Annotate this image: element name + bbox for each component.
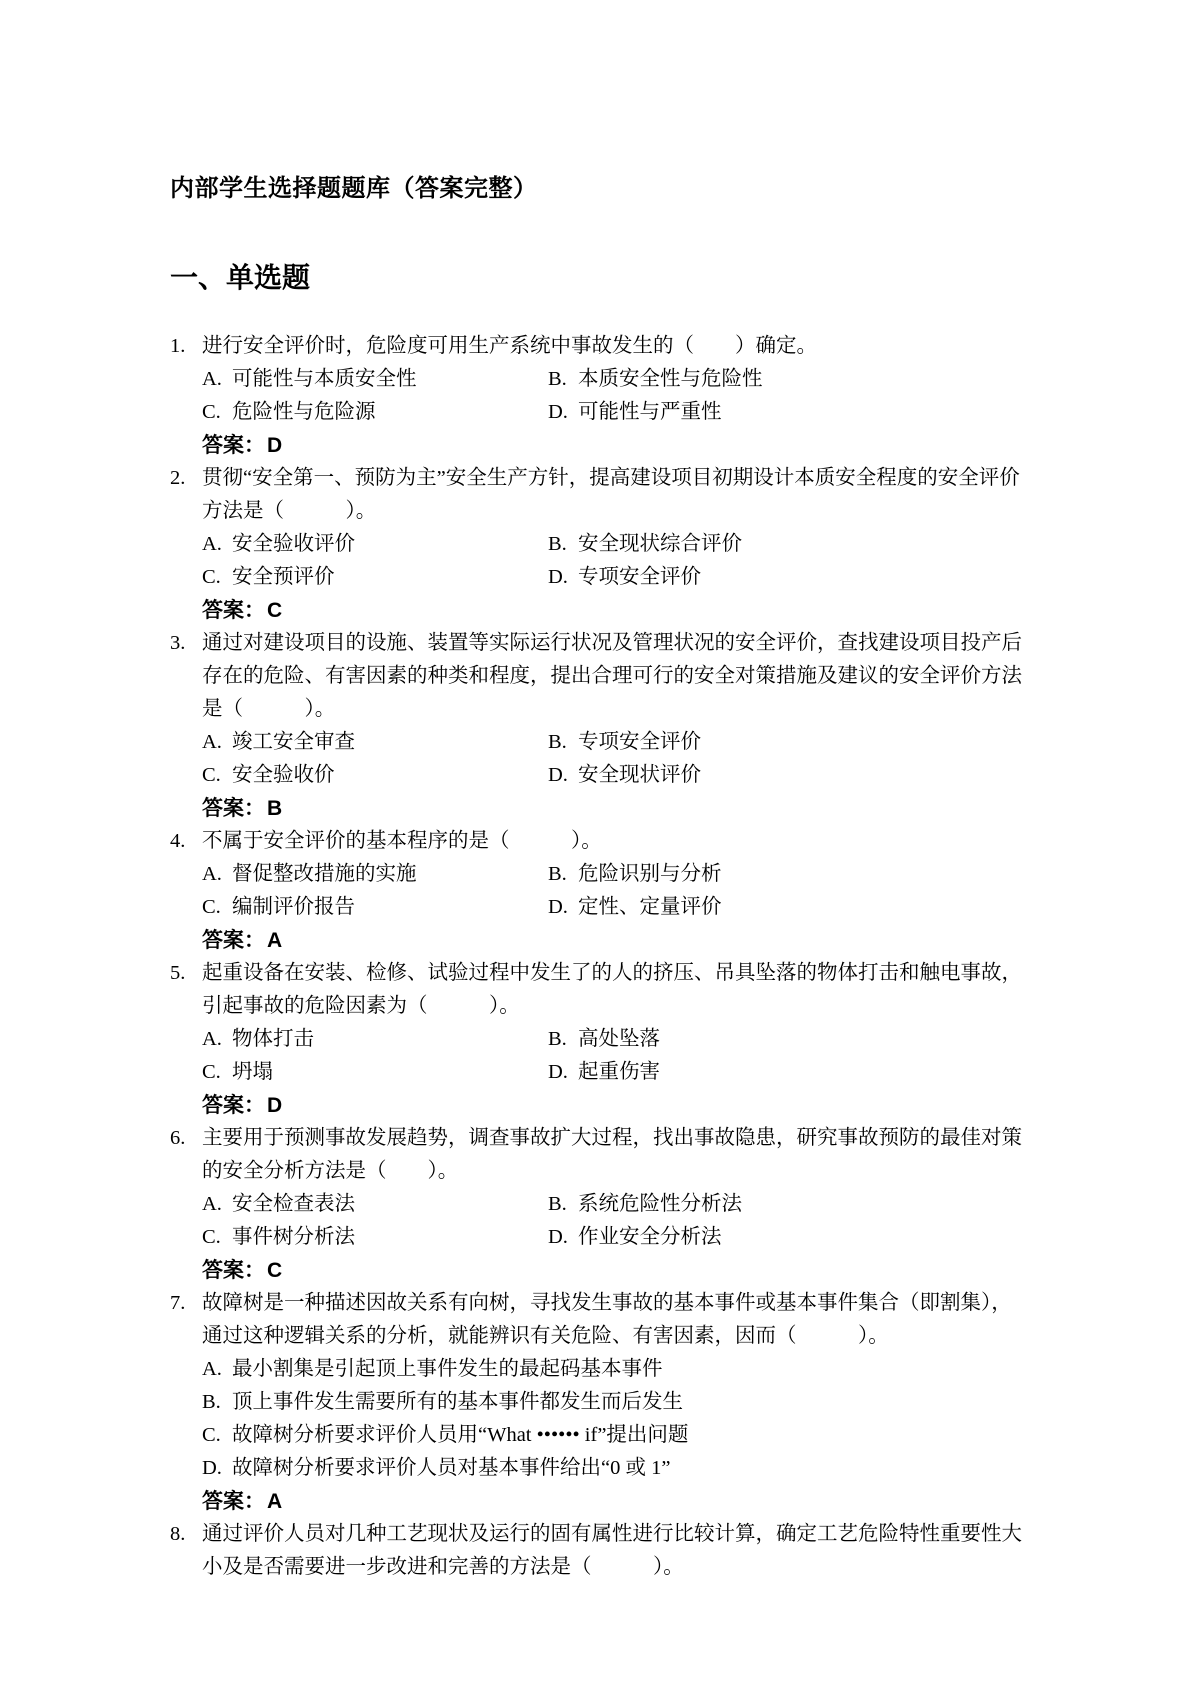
answer-label: 答案： — [202, 1490, 265, 1513]
answer-value: A — [267, 929, 283, 952]
option — [202, 561, 548, 594]
option — [202, 1452, 1022, 1485]
option-label: C. — [202, 1061, 221, 1083]
question-number: 6. — [170, 1127, 186, 1149]
option-text: 故障树分析要求评价人员对基本事件给出“0 或 1” — [232, 1457, 671, 1479]
option-label: D. — [548, 896, 568, 918]
option-text: 定性、定量评价 — [578, 896, 722, 918]
option-label: C. — [202, 896, 221, 918]
question-block — [170, 462, 1022, 627]
option-list — [202, 726, 1022, 792]
question-block — [170, 1287, 1022, 1518]
option-label: C. — [202, 1424, 221, 1446]
answer-row — [202, 594, 1022, 627]
question-stem-row — [170, 957, 1022, 1023]
option-label: A. — [202, 368, 222, 390]
option-text: 安全预评价 — [232, 566, 335, 588]
question-stem-row — [170, 1518, 1022, 1584]
option — [202, 1353, 1022, 1386]
option-label: B. — [548, 1028, 567, 1050]
option-text: 物体打击 — [232, 1028, 314, 1050]
option — [548, 1023, 1022, 1056]
option — [202, 528, 548, 561]
question-block — [170, 627, 1022, 825]
answer-value: C — [267, 599, 283, 622]
option-label: B. — [548, 1193, 567, 1215]
option-label: B. — [548, 731, 567, 753]
option-list — [202, 1188, 1022, 1254]
option — [548, 561, 1022, 594]
option — [202, 759, 548, 792]
option-text: 最小割集是引起顶上事件发生的最起码基本事件 — [232, 1358, 663, 1380]
option-label: D. — [548, 1226, 568, 1248]
answer-label: 答案： — [202, 797, 265, 820]
question-stem: 通过评价人员对几种工艺现状及运行的固有属性进行比较计算，确定工艺危险特性重要性大小及是否需要进一步改进和完善的方法是（ ）。 — [202, 1523, 1022, 1578]
option-text: 危险识别与分析 — [578, 863, 722, 885]
option-text: 竣工安全审查 — [232, 731, 355, 753]
answer-row — [202, 429, 1022, 462]
option-label: A. — [202, 1028, 222, 1050]
option-label: C. — [202, 566, 221, 588]
option-label: D. — [202, 1457, 222, 1479]
question-number: 5. — [170, 962, 186, 984]
option-list — [202, 363, 1022, 429]
option — [548, 891, 1022, 924]
option — [548, 1056, 1022, 1089]
question-number: 4. — [170, 830, 186, 852]
option-list — [202, 1023, 1022, 1089]
option-text: 可能性与本质安全性 — [232, 368, 417, 390]
option — [548, 1188, 1022, 1221]
option-label: A. — [202, 533, 222, 555]
option — [202, 363, 548, 396]
option-label: A. — [202, 1193, 222, 1215]
option-label: C. — [202, 764, 221, 786]
option — [202, 858, 548, 891]
answer-label: 答案： — [202, 929, 265, 952]
option — [548, 759, 1022, 792]
answer-value: D — [267, 434, 283, 457]
question-stem-row — [170, 627, 1022, 726]
option — [202, 1386, 1022, 1419]
question-stem: 贯彻“安全第一、预防为主”安全生产方针，提高建设项目初期设计本质安全程度的安全评价方法是（ ）。 — [202, 467, 1020, 522]
option-label: D. — [548, 1061, 568, 1083]
option — [548, 396, 1022, 429]
option-text: 专项安全评价 — [578, 731, 701, 753]
option-list — [202, 858, 1022, 924]
question-number: 3. — [170, 632, 186, 654]
option — [202, 1221, 548, 1254]
question-stem-row — [170, 330, 1022, 363]
option-text: 坍塌 — [232, 1061, 273, 1083]
option-text: 顶上事件发生需要所有的基本事件都发生而后发生 — [232, 1391, 683, 1413]
question-block — [170, 957, 1022, 1122]
option-label: B. — [548, 533, 567, 555]
option-label: D. — [548, 566, 568, 588]
question-block — [170, 1122, 1022, 1287]
option-label: D. — [548, 401, 568, 423]
question-stem-row — [170, 462, 1022, 528]
option — [548, 363, 1022, 396]
answer-row — [202, 1254, 1022, 1287]
option-text: 故障树分析要求评价人员用“What •••••• if”提出问题 — [232, 1424, 689, 1446]
option — [202, 891, 548, 924]
option-label: A. — [202, 1358, 222, 1380]
option — [202, 726, 548, 759]
option-text: 安全验收价 — [232, 764, 335, 786]
question-stem: 不属于安全评价的基本程序的是（ ）。 — [202, 830, 602, 852]
option — [202, 1056, 548, 1089]
answer-label: 答案： — [202, 599, 265, 622]
option-label: C. — [202, 401, 221, 423]
answer-row — [202, 792, 1022, 825]
option-text: 专项安全评价 — [578, 566, 701, 588]
question-block — [170, 330, 1022, 462]
option-label: C. — [202, 1226, 221, 1248]
option-label: D. — [548, 764, 568, 786]
option-text: 高处坠落 — [578, 1028, 660, 1050]
answer-value: D — [267, 1094, 283, 1117]
answer-value: A — [267, 1490, 283, 1513]
question-block — [170, 1518, 1022, 1584]
answer-value: B — [267, 797, 283, 820]
option — [202, 396, 548, 429]
answer-label: 答案： — [202, 1259, 265, 1282]
option-text: 系统危险性分析法 — [578, 1193, 742, 1215]
option — [548, 726, 1022, 759]
option-text: 安全验收评价 — [232, 533, 355, 555]
option-label: B. — [548, 368, 567, 390]
option-text: 编制评价报告 — [232, 896, 355, 918]
section-heading: 一、单选题 — [170, 262, 311, 293]
option — [548, 858, 1022, 891]
option — [202, 1419, 1022, 1452]
question-number: 7. — [170, 1292, 186, 1314]
option — [548, 528, 1022, 561]
answer-row — [202, 1089, 1022, 1122]
question-number: 1. — [170, 335, 186, 357]
answer-row — [202, 1485, 1022, 1518]
option-text: 事件树分析法 — [232, 1226, 355, 1248]
option-label: A. — [202, 863, 222, 885]
option-label: A. — [202, 731, 222, 753]
option-text: 作业安全分析法 — [578, 1226, 722, 1248]
question-number: 2. — [170, 467, 186, 489]
answer-row — [202, 924, 1022, 957]
question-stem: 主要用于预测事故发展趋势，调查事故扩大过程，找出事故隐患，研究事故预防的最佳对策的安全分析方法是（ ）。 — [202, 1127, 1022, 1182]
option-text: 可能性与严重性 — [578, 401, 722, 423]
option-text: 安全现状综合评价 — [578, 533, 742, 555]
question-stem: 故障树是一种描述因故关系有向树，寻找发生事故的基本事件或基本事件集合（即割集），通过这种逻辑关系的分析，就能辨识有关危险、有害因素，因而（ ）。 — [202, 1292, 1012, 1347]
option — [202, 1188, 548, 1221]
option-text: 本质安全性与危险性 — [578, 368, 763, 390]
option-text: 起重伤害 — [578, 1061, 660, 1083]
option-label: B. — [548, 863, 567, 885]
question-stem: 起重设备在安装、检修、试验过程中发生了的人的挤压、吊具坠落的物体打击和触电事故，引起事故的危险因素为（ ）。 — [202, 962, 1022, 1017]
question-list — [170, 330, 1022, 1584]
option-list — [202, 1353, 1022, 1485]
question-stem: 进行安全评价时，危险度可用生产系统中事故发生的（ ）确定。 — [202, 335, 817, 357]
option-list — [202, 528, 1022, 594]
option-label: B. — [202, 1391, 221, 1413]
question-block — [170, 825, 1022, 957]
option-text: 危险性与危险源 — [232, 401, 376, 423]
option — [202, 1023, 548, 1056]
question-stem: 通过对建设项目的设施、装置等实际运行状况及管理状况的安全评价，查找建设项目投产后存在的危险、有害因素的种类和程度，提出合理可行的安全对策措施及建议的安全评价方法是（ ）。 — [202, 632, 1022, 720]
question-stem-row — [170, 1122, 1022, 1188]
answer-value: C — [267, 1259, 283, 1282]
option — [548, 1221, 1022, 1254]
answer-label: 答案： — [202, 1094, 265, 1117]
question-number: 8. — [170, 1523, 186, 1545]
document-title: 内部学生选择题题库（答案完整） — [170, 175, 538, 202]
option-text: 安全检查表法 — [232, 1193, 355, 1215]
option-text: 安全现状评价 — [578, 764, 701, 786]
answer-label: 答案： — [202, 434, 265, 457]
option-text: 督促整改措施的实施 — [232, 863, 417, 885]
question-stem-row — [170, 825, 1022, 858]
question-stem-row — [170, 1287, 1022, 1353]
